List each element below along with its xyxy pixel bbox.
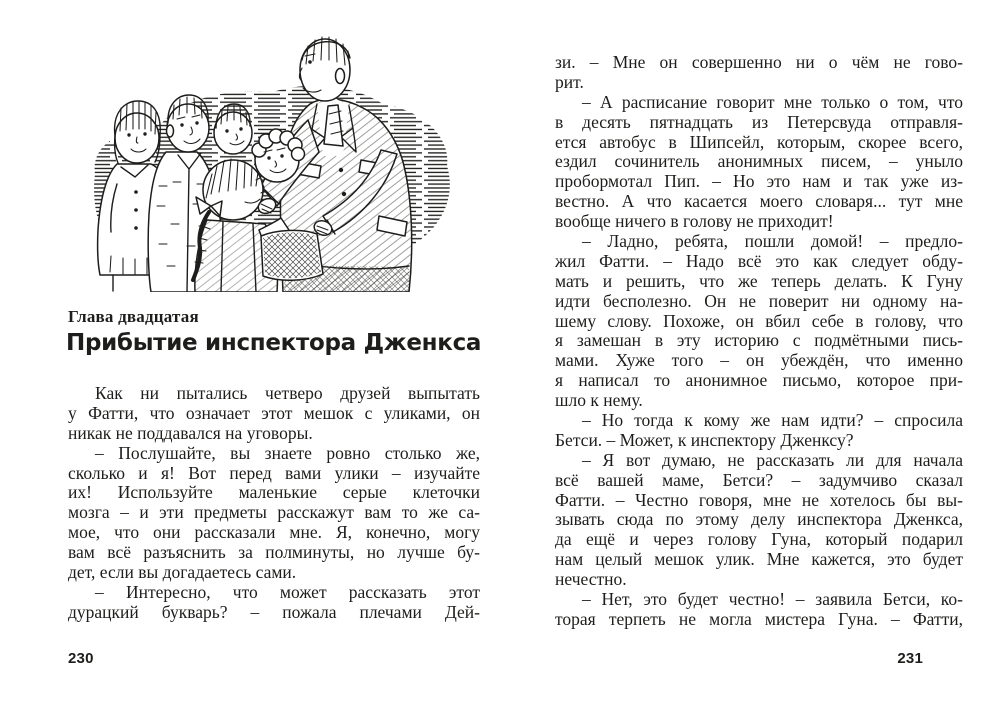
text-line: дурацкий букварь? – пожала плечами Дей-: [68, 601, 480, 622]
text-line: мое, что они рассказали мне. Я, конечно, могу: [68, 522, 480, 543]
page-right: [555, 0, 963, 715]
text-line: идти бесполезно. Он не поверит ни одному на-: [555, 290, 963, 311]
text-line: мами. Хуже того – он убеждён, что именно: [555, 350, 963, 371]
text-line: у Фатти, что означает этот мешок с уликами, он: [68, 402, 480, 423]
text-line: мозга – и эти предметы расскажут вам то же са-: [68, 502, 480, 523]
chapter-title: Прибытие инспектора Дженкса: [66, 330, 482, 356]
text-line: рит.: [555, 71, 584, 92]
text-line: Как ни пытались четверо друзей выпытать: [95, 383, 480, 403]
text-line: нечестно.: [555, 569, 627, 590]
left-page-text: [68, 384, 480, 623]
text-line: – Ладно, ребята, пошли домой! – предло-: [582, 231, 963, 252]
page-number-right: 231: [897, 650, 923, 667]
text-line: ется автобус в Шипсейл, которым, скорее всего,: [555, 131, 963, 152]
text-line: зывать сюда по этому делу инспектора Дженкса,: [555, 509, 963, 530]
text-line: шему слову. Похоже, он вбил себе в голову, что: [555, 310, 963, 331]
text-line: – Я вот думаю, не рассказать ли для начала: [582, 449, 963, 470]
text-line: дет, если вы догадаетесь сами.: [68, 562, 297, 583]
text-line: в десять пятнадцать из Петерсвуда отправля-: [555, 111, 963, 132]
chapter-illustration: [65, 34, 457, 292]
text-line: шло к нему.: [555, 390, 643, 411]
text-line: – А расписание говорит мне только о том, что: [582, 91, 963, 112]
text-line: Фатти. – Честно говоря, мне не хотелось бы вы-: [555, 489, 963, 510]
text-line: я замешан в эту историю с подмётными пись-: [555, 330, 963, 351]
page-number-left: 230: [68, 650, 94, 667]
text-line: всё вашей маме, Бетси? – задумчиво сказал: [555, 469, 963, 490]
text-line: мать и решить, что же теперь делать. К Гуну: [555, 270, 963, 291]
text-line: да ещё и через голову Гуна, который подарил: [555, 529, 963, 550]
text-line: нам целый мешок улик. Мне кажется, это будет: [555, 549, 963, 570]
text-line: никак не поддавался на уговоры.: [68, 422, 313, 443]
text-line: – Послушайте, вы знаете ровно столько же,: [95, 442, 480, 463]
text-line: торая терпеть не могла мистера Гуна. – Фатти,: [555, 608, 963, 629]
text-line: вам всё разъяснить за полминуты, но лучше бу-: [68, 542, 480, 563]
chapter-label: Глава двадцатая: [68, 307, 199, 326]
text-line: вестно. А что касается моего словаря... тут мне: [555, 191, 963, 212]
text-line: сколько и я! Вот перед вами улики – изучайте: [68, 462, 480, 483]
text-line: пробормотал Пип. – Но это нам и так уже из-: [555, 171, 963, 192]
right-page-text: [555, 53, 963, 630]
text-line: Бетси. – Может, к инспектору Дженксу?: [555, 429, 854, 450]
text-line: – Но тогда к кому же нам идти? – спросила: [582, 410, 963, 431]
text-line: жил Фатти. – Надо всё это как следует обду-: [555, 250, 963, 271]
text-line: – Нет, это будет честно! – заявила Бетси, ко-: [582, 589, 963, 610]
page-left: [68, 0, 480, 715]
text-line: – Интересно, что может рассказать этот: [95, 581, 480, 602]
text-line: ездил сочинитель анонимных писем, – уныло: [555, 151, 963, 172]
text-line: их! Используйте маленькие серые клеточки: [68, 482, 480, 503]
text-line: зи. – Мне он совершенно ни о чём не гово-: [555, 52, 963, 72]
text-line: я написал то анонимное письмо, которое при-: [555, 370, 963, 391]
text-line: вообще ничего в голову не приходит!: [555, 211, 834, 232]
